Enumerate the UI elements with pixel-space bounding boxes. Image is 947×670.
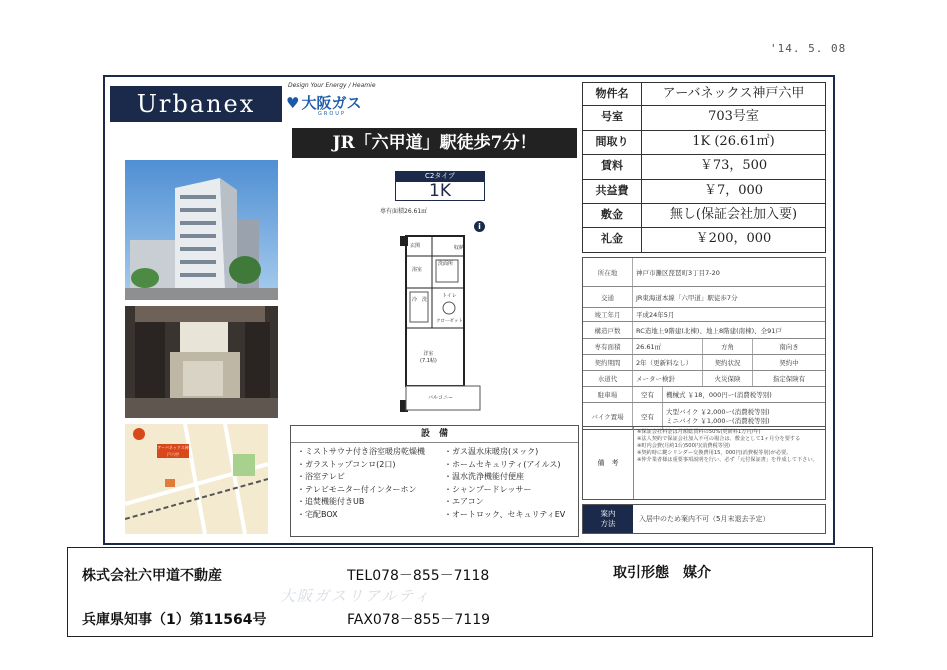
detail-label: 水道代 — [583, 371, 633, 386]
plan-area: 専有面積26.61㎡ — [380, 208, 428, 215]
equipment-item: ・エアコン — [444, 497, 484, 506]
deposit-value: 無し(保証会社加入要) — [669, 206, 798, 222]
detail-label: 駐車場 — [583, 387, 633, 402]
detail-table — [582, 257, 826, 430]
equipment-item: ・ガラストップコンロ(2口) — [297, 459, 396, 469]
detail-row-parking — [583, 387, 825, 403]
remarks-label: 備 考 — [583, 427, 634, 499]
map-label: アーバネックス神戸六甲 — [157, 445, 189, 457]
plan-type: C2タイプ — [395, 171, 485, 181]
equipment-item: ・ホームセキュリティ(アイルス) — [444, 459, 561, 469]
detail-row-term — [583, 355, 825, 371]
direction-value: 南向き — [779, 343, 799, 351]
plan-label-bath: 浴室 — [412, 267, 423, 273]
plan-label-fridge: 冷 — [412, 297, 418, 303]
equipment-item: ・シャンプードレッサー — [444, 484, 532, 494]
detail-row-transit — [583, 287, 825, 308]
plan-label-balcony: バルコニー — [428, 395, 454, 401]
plan-label-entrance: 玄関 — [410, 243, 421, 249]
remarks-box — [582, 426, 826, 500]
plan-label-storage: 収納 — [454, 245, 465, 251]
guide-label: 案内 方法 — [583, 505, 633, 533]
spec-label: 敷金 — [583, 204, 642, 227]
station-banner: JR「六甲道」駅徒歩7分！ — [292, 128, 577, 158]
urbanex-logo: Urbanex — [110, 86, 282, 122]
osaka-gas-logo: ♥ 大阪ガス — [286, 94, 362, 112]
spec-row-common-fee — [582, 180, 826, 204]
spec-label: 間取り — [583, 131, 642, 154]
detail-row-water — [583, 371, 825, 387]
parking-value: 機械式 ￥18，000円ー(消費税等別) — [666, 391, 772, 399]
company-name: 株式会社六甲道不動産 — [82, 568, 222, 584]
equipment-item: ・追焚機能付きUB — [297, 497, 365, 506]
equipment-item: ・ミストサウナ付き浴室暖房乾燥機 — [297, 447, 425, 456]
detail-label: 竣工年月 — [583, 308, 633, 321]
spec-label: 共益費 — [583, 180, 642, 203]
equipment-box — [290, 425, 579, 537]
equipment-item: ・オートロック、セキュリティEV — [444, 509, 566, 519]
info-icon: i — [474, 221, 485, 232]
key-money-value: ￥200，000 — [695, 231, 772, 247]
equipment-item: ・宅配BOX — [297, 509, 338, 519]
stamp-date: '14. 5. 08 — [770, 42, 847, 55]
plan-layout: 1K — [395, 181, 485, 201]
status-value: 契約中 — [779, 359, 799, 367]
spec-label: 賃料 — [583, 155, 642, 178]
location-map — [125, 424, 268, 534]
detail-label: 契約期間 — [583, 355, 633, 370]
tel-number: TEL078－855－7118 — [347, 568, 490, 584]
equipment-item: ・浴室テレビ — [297, 472, 345, 481]
spec-row-layout — [582, 131, 826, 155]
fax-number: FAX078－855－7119 — [347, 612, 491, 628]
spec-label: 号室 — [583, 106, 642, 129]
plan-label-western-room: 洋室 (7.1帖) — [420, 351, 437, 364]
guide-text: 入居中のため案内不可（5月末退去予定） — [639, 515, 770, 523]
detail-label: 契約状況 — [703, 355, 753, 370]
floor-plan — [398, 232, 484, 422]
deal-type: 取引形態 媒介 — [613, 565, 711, 581]
spec-row-deposit — [582, 204, 826, 228]
plan-label-washroom: 洗面所 — [438, 261, 454, 267]
bike-state: 空有 — [633, 403, 663, 429]
area-value: 26.61㎡ — [633, 339, 703, 354]
bike-large-value: 大型バイク ￥2,000ー(消費税等別) — [666, 408, 770, 416]
remarks-text: ※保証会社料金は月額総賃料の50%(更新料1万円/年) ※法人契約で保証会社加入不可の場合は、敷金として1ヶ月分を要する ※町内会費(月約1台)500円(消費税等別) ※契約時に鍵シリンダー交換費用15，000円(消費税等別)が必要。 ※仲介業者様は重要事項説明を行い、必ず「元付保証書」を作成して下さい。 — [637, 429, 818, 463]
detail-row-structure — [583, 322, 825, 339]
plan-label-toilet: トイレ — [442, 293, 457, 299]
building-photo — [125, 160, 278, 300]
detail-label: 火災保険 — [703, 371, 753, 386]
detail-label: 専有面積 — [583, 339, 633, 354]
equipment-item: ・ガス温水床暖房(ヌック) — [444, 447, 539, 456]
equipment-item: ・テレビモニター付インターホン — [297, 484, 417, 494]
equipment-item: ・温水洗浄機能付便座 — [444, 472, 524, 481]
detail-row-area — [583, 339, 825, 355]
insurance-value: 指定保険有 — [772, 375, 806, 383]
spec-row-name — [582, 82, 826, 106]
rent-value: ￥73，500 — [699, 158, 768, 174]
layout-value: 1K (26.61㎡) — [692, 133, 775, 149]
spec-row-room — [582, 106, 826, 130]
structure-value: RC造地上9階建(北棟)、地上8階建(南棟)、全91戸 — [636, 326, 782, 335]
address-value: 神戸市灘区琵琶町3丁目7-20 — [636, 268, 720, 277]
term-value: 2年（更新料なし） — [633, 355, 703, 370]
spec-row-key-money — [582, 228, 826, 252]
spec-table — [582, 82, 826, 253]
guide-box — [582, 504, 826, 534]
property-name: アーバネックス神戸六甲 — [662, 86, 805, 101]
spec-row-rent — [582, 155, 826, 179]
heart-icon: ♥ — [286, 94, 300, 112]
detail-label: 方角 — [703, 339, 753, 354]
detail-row-built — [583, 308, 825, 322]
watermark: 大阪ガスリアルティ — [280, 587, 432, 605]
detail-label: 構造戸数 — [583, 322, 633, 338]
water-value: メーター検針 — [633, 371, 703, 386]
entrance-photo — [125, 306, 278, 418]
spec-label: 礼金 — [583, 228, 642, 251]
detail-label: 交通 — [583, 287, 633, 307]
common-fee-value: ￥7，000 — [703, 182, 764, 198]
plan-label-washer: 洗 — [422, 297, 428, 303]
detail-label: 所在地 — [583, 258, 633, 286]
transit-value: JR東海道本線「六甲道」駅徒歩7分 — [636, 293, 738, 302]
parking-state: 空有 — [633, 387, 663, 402]
plan-label-closet: クローゼット — [436, 319, 463, 324]
room-number: 703号室 — [708, 109, 759, 125]
gas-tagline: Design Your Energy / Heamie — [288, 82, 376, 89]
license-number: 兵庫県知事（1）第11564号 — [82, 612, 267, 628]
built-value: 平成24年5月 — [636, 311, 675, 319]
equipment-title: 設 備 — [291, 426, 578, 443]
bike-small-value: ミニバイク ￥1,000ー(消費税等別) — [666, 417, 770, 425]
detail-label: バイク置場 — [583, 403, 633, 429]
spec-label: 物件名 — [583, 83, 642, 105]
detail-row-address — [583, 258, 825, 287]
equipment-list — [291, 443, 578, 521]
gas-group-label: GROUP — [318, 111, 346, 117]
